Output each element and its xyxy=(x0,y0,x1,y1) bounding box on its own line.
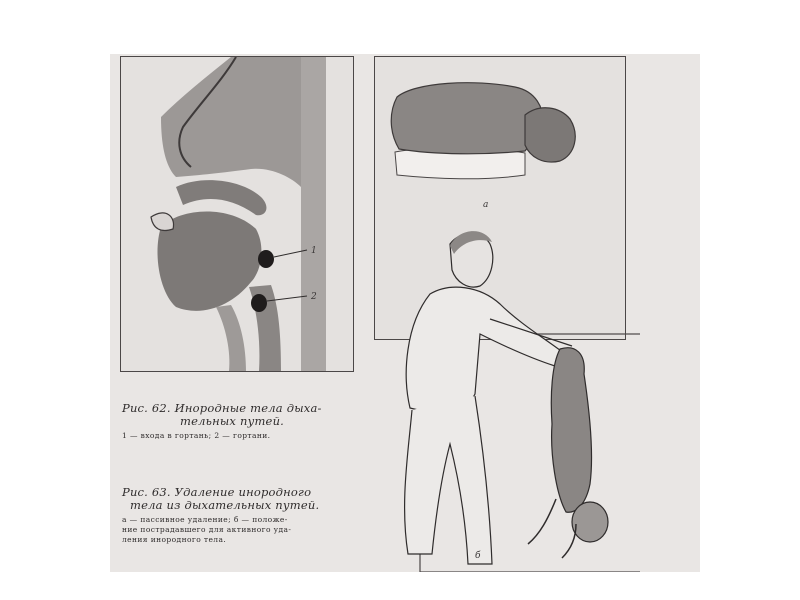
man-torso xyxy=(406,287,565,412)
child-arm-left xyxy=(528,499,556,544)
figure-62-caption xyxy=(122,402,354,441)
figure-63-caption xyxy=(122,486,354,545)
figure-63-title xyxy=(122,486,354,512)
figure-63-title-line1: Удаление инородного xyxy=(174,485,312,499)
child-body xyxy=(551,348,591,513)
airway-diagram xyxy=(121,57,353,371)
foreign-body-1 xyxy=(258,250,274,268)
figure-62-title xyxy=(122,402,354,428)
letter-a: а xyxy=(483,200,489,210)
pharynx-wall xyxy=(301,57,326,371)
figure-63-note-line3: ления инородного тела. xyxy=(122,535,227,544)
figure-62-panel xyxy=(120,56,354,372)
esophagus xyxy=(216,305,246,371)
figure-62-title-line1: Инородные тела дыха- xyxy=(174,401,322,415)
figure-63-note-line2: ние пострадавшего для активного уда- xyxy=(122,525,292,534)
soft-palate xyxy=(176,180,266,215)
patient-head xyxy=(525,108,575,162)
figure-63-title-line2: тела из дыхательных путей. xyxy=(130,498,320,512)
figure-63-label: Рис. 63. xyxy=(122,485,171,499)
patient-body xyxy=(391,83,543,154)
figure-62-note: 1 — входа в гортань; 2 — гортани. xyxy=(122,431,271,440)
foreign-body-2 xyxy=(251,294,267,312)
letter-b: б xyxy=(475,551,481,561)
active-removal-illustration xyxy=(380,224,640,572)
man-legs xyxy=(405,396,492,564)
figure-63-note xyxy=(122,515,354,545)
figure-62-label: Рис. 62. xyxy=(122,401,171,415)
figure-63-note-line1: а — пассивное удаление; б — положе- xyxy=(122,515,288,524)
marker-1: 1 xyxy=(311,246,317,256)
child-head xyxy=(572,502,608,542)
book-page xyxy=(110,54,700,572)
lip xyxy=(151,213,174,231)
figure-62-title-line2: тельных путей. xyxy=(180,414,285,428)
marker-2: 2 xyxy=(311,292,317,302)
nasal-cavity-shape xyxy=(161,57,301,187)
